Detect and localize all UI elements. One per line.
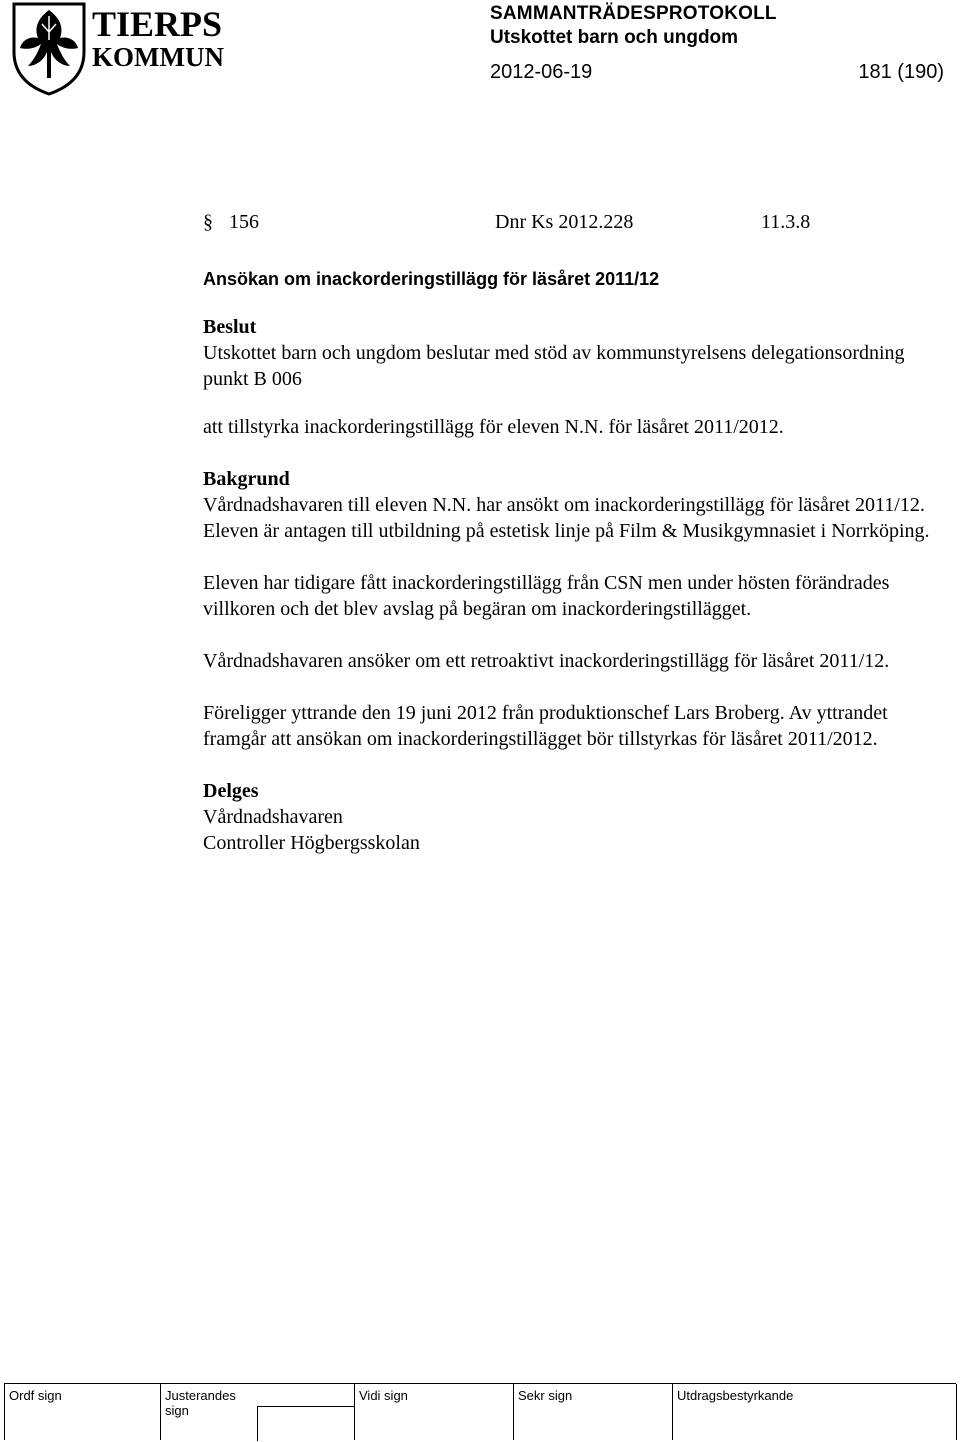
coat-of-arms-icon: [8, 0, 238, 96]
paragraph-sign: §: [203, 211, 213, 233]
delges-recipient: Controller Högbergsskolan: [203, 832, 420, 854]
beslut-heading: Beslut: [203, 316, 257, 338]
svg-text:TIERPS: TIERPS: [92, 4, 223, 44]
ordf-sign-box: [4, 1384, 160, 1440]
signature-footer: [4, 1383, 956, 1440]
document-type: SAMMANTRÄDESPROTOKOLL: [490, 3, 777, 24]
municipality-logo: [8, 0, 238, 96]
bakgrund-heading: Bakgrund: [203, 468, 290, 490]
document-header: [490, 2, 950, 84]
classification-code: 11.3.8: [761, 211, 811, 233]
bakgrund-paragraph: Vårdnadshavaren till eleven N.N. har ansökt om inackorderingstillägg för läsåret 2011/12. Eleven är antagen till utbildning på estetisk linje på Film & Musikgymnasiet i Norrköping.: [203, 494, 930, 542]
sekr-sign-box: [513, 1384, 672, 1440]
sekr-sign-label: Sekr sign: [518, 1388, 573, 1403]
svg-text:KOMMUN: KOMMUN: [92, 42, 224, 72]
item-reference-line: [203, 206, 943, 236]
protocol-item: [203, 206, 943, 856]
justerandes-sign-box-2: [257, 1406, 354, 1441]
bakgrund-paragraph: Eleven har tidigare fått inackorderingstillägg från CSN men under hösten förändrades villkoren och det blev avslag på begäran om inackorderingstillägget.: [203, 572, 890, 620]
justerandes-sign-label: Justerandes sign: [165, 1388, 236, 1418]
justerandes-sign-box-1: [160, 1384, 257, 1440]
utdrag-box: [672, 1384, 957, 1440]
vidi-sign-box: [354, 1384, 513, 1440]
beslut-decision: att tillstyrka inackorderingstillägg för eleven N.N. för läsåret 2011/2012.: [203, 416, 784, 438]
bakgrund-paragraph: Vårdnadshavaren ansöker om ett retroaktivt inackorderingstillägg för läsåret 2011/12.: [203, 650, 890, 672]
committee-name: Utskottet barn och ungdom: [490, 27, 739, 48]
diary-number: Dnr Ks 2012.228: [495, 211, 634, 233]
bakgrund-paragraph: Föreligger yttrande den 19 juni 2012 från produktionschef Lars Broberg. Av yttrandet framgår att ansökan om inackorderingstillägget bör tillstyrkas för läsåret 2011/2012.: [203, 702, 888, 750]
ordf-sign-label: Ordf sign: [9, 1388, 62, 1403]
item-number: 156: [229, 211, 259, 233]
date-page-row: [490, 60, 950, 84]
delges-recipient: Vårdnadshavaren: [203, 806, 343, 828]
page-number: 181 (190): [858, 61, 944, 83]
item-title: Ansökan om inackorderingstillägg för läsåret 2011/12: [203, 269, 660, 289]
utdrag-label: Utdragsbestyrkande: [677, 1388, 794, 1403]
beslut-text: Utskottet barn och ungdom beslutar med stöd av kommunstyrelsens delegationsordning punkt B 006: [203, 342, 905, 390]
meeting-date: 2012-06-19: [490, 61, 593, 83]
vidi-sign-label: Vidi sign: [359, 1388, 408, 1403]
delges-heading: Delges: [203, 780, 259, 802]
